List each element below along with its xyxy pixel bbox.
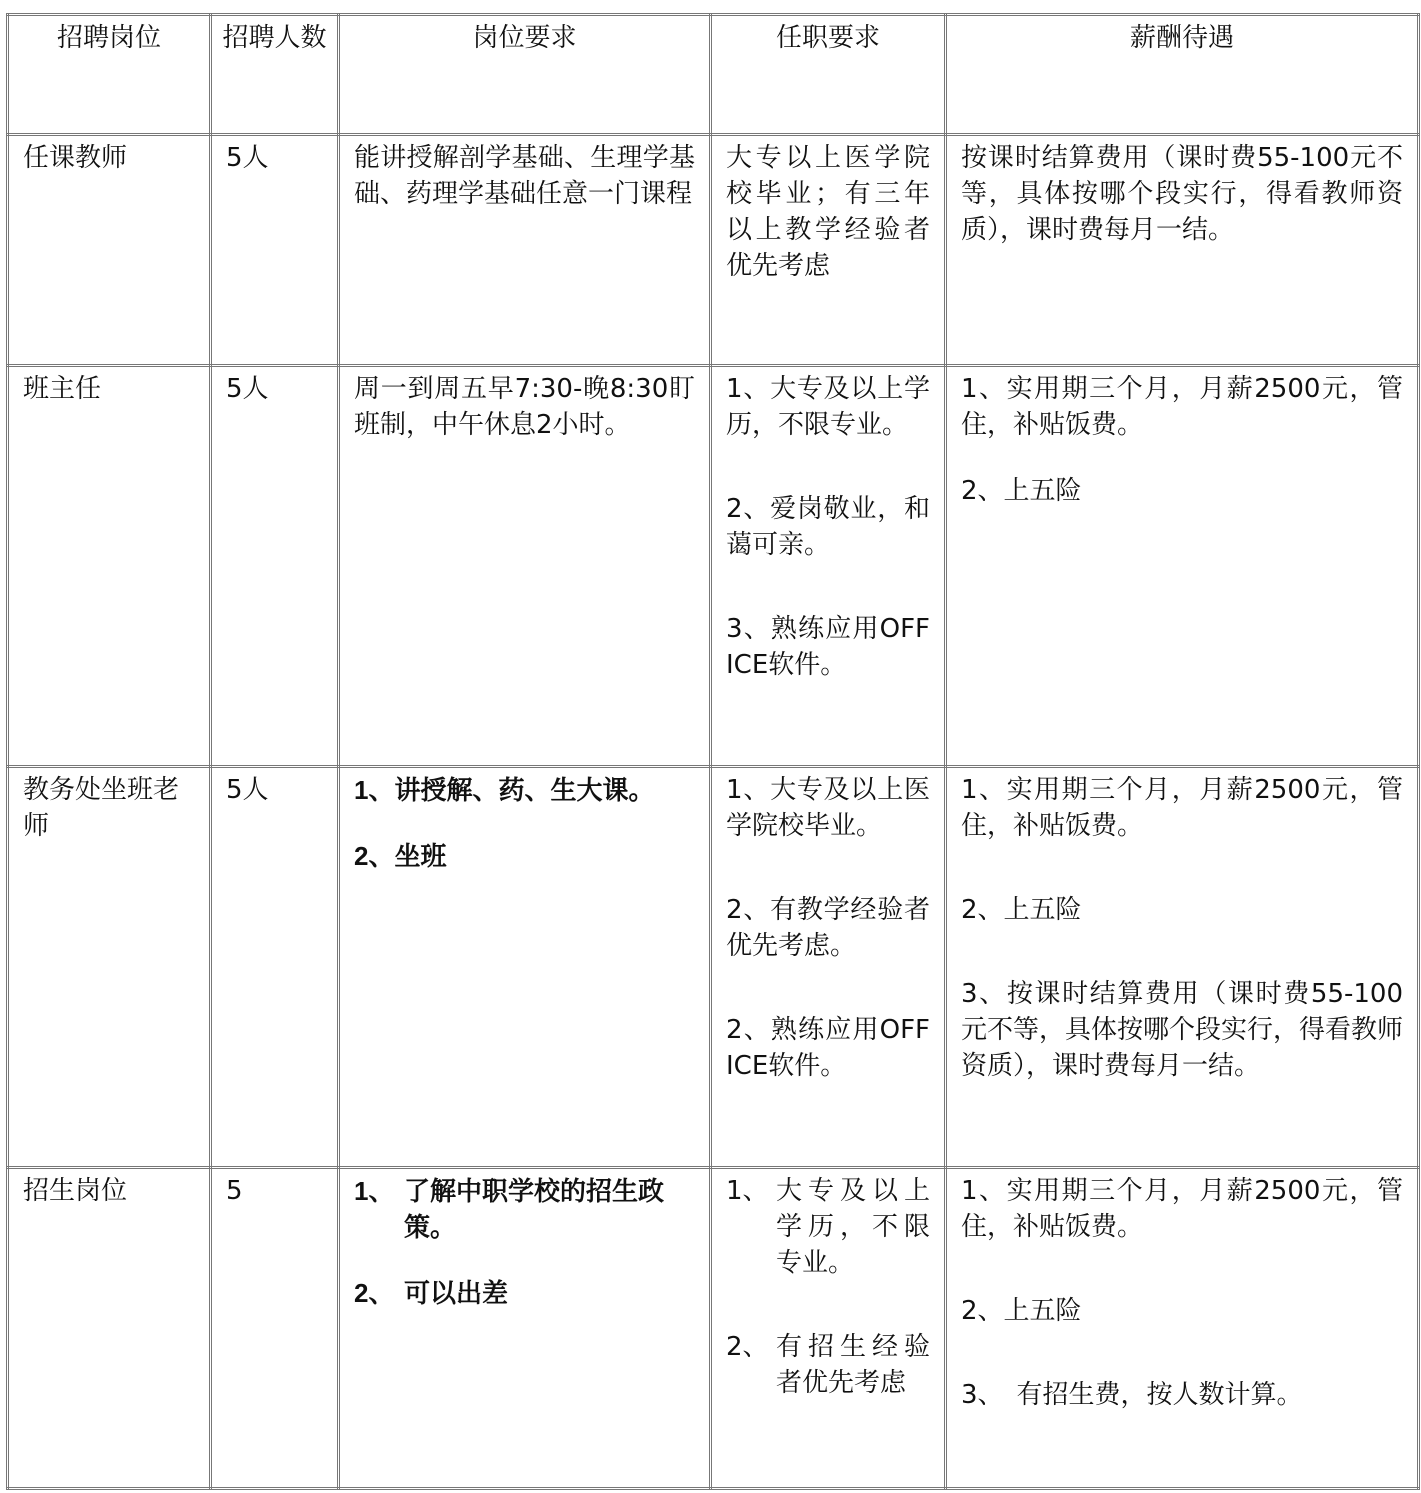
cell-job-req [339, 366, 711, 767]
salary-item: 2、上五险 [961, 476, 1082, 506]
cell-qual-req [711, 1168, 946, 1489]
salary-item: 3、 有招生费，按人数计算。 [961, 1380, 1303, 1410]
qual-req-text: 大专以上医学院校毕业；有三年以上教学经验者优先考虑 [726, 143, 930, 281]
qual-req-item: 3、熟练应用OFFICE软件。 [726, 614, 930, 680]
position-count: 5人 [226, 775, 269, 805]
item-number: 1、 [354, 1176, 395, 1206]
table-row [8, 767, 1419, 1168]
job-req-text: 能讲授解剖学基础、生理学基础、药理学基础任意一门课程 [354, 143, 695, 209]
item-number: 2、 [354, 1278, 395, 1308]
table-row [8, 135, 1419, 366]
header-position-label: 招聘岗位 [56, 23, 161, 53]
job-req-item: 1、讲授解、药、生大课。 [354, 775, 655, 805]
salary-text: 按课时结算费用（课时费55-100元不等，具体按哪个段实行，得看教师资质），课时费每月一结。 [961, 143, 1403, 245]
header-job-req [339, 15, 711, 135]
cell-salary [946, 135, 1419, 366]
item-number: 1、 [726, 1176, 769, 1206]
cell-count [211, 767, 339, 1168]
cell-job-req [339, 767, 711, 1168]
cell-salary [946, 767, 1419, 1168]
job-req-item [354, 1173, 695, 1245]
table-header-row [8, 15, 1419, 135]
cell-salary [946, 366, 1419, 767]
qual-req-item: 1、大专及以上医学院校毕业。 [726, 775, 930, 841]
header-qual-req [711, 15, 946, 135]
cell-position [8, 135, 211, 366]
header-salary [946, 15, 1419, 135]
salary-item: 3、按课时结算费用（课时费55-100元不等，具体按哪个段实行，得看教师资质），课时费每月一结。 [961, 979, 1404, 1081]
position-name: 任课教师 [23, 143, 128, 173]
position-name: 招生岗位 [23, 1176, 128, 1206]
cell-qual-req [711, 135, 946, 366]
header-count [211, 15, 339, 135]
qual-req-item: 2、熟练应用OFFICE软件。 [726, 1015, 930, 1081]
item-text: 了解中职学校的招生政策。 [404, 1176, 665, 1242]
cell-position [8, 1168, 211, 1489]
cell-job-req [339, 1168, 711, 1489]
item-text: 有招生经验者优先考虑 [776, 1332, 930, 1398]
qual-req-item: 2、有教学经验者优先考虑。 [726, 895, 930, 961]
job-req-item: 2、坐班 [354, 841, 447, 871]
header-count-label: 招聘人数 [222, 23, 327, 53]
cell-qual-req [711, 366, 946, 767]
item-text: 大专及以上学历，不限专业。 [776, 1176, 930, 1278]
salary-item: 1、实用期三个月，月薪2500元，管住，补贴饭费。 [961, 1176, 1403, 1242]
cell-count [211, 135, 339, 366]
header-position [8, 15, 211, 135]
cell-position [8, 767, 211, 1168]
salary-item: 2、上五险 [961, 895, 1082, 925]
item-number: 2、 [726, 1332, 769, 1362]
cell-count [211, 366, 339, 767]
cell-salary [946, 1168, 1419, 1489]
salary-item: 1、实用期三个月，月薪2500元，管住，补贴饭费。 [961, 374, 1403, 440]
recruitment-table [6, 13, 1420, 1490]
salary-item: 1、实用期三个月，月薪2500元，管住，补贴饭费。 [961, 775, 1403, 841]
header-qual-req-label: 任职要求 [775, 23, 880, 53]
job-req-text: 周一到周五早7:30-晚8:30盯班制，中午休息2小时。 [354, 374, 695, 440]
header-salary-label: 薪酬待遇 [1129, 23, 1234, 53]
cell-qual-req [711, 767, 946, 1168]
header-job-req-label: 岗位要求 [472, 23, 577, 53]
position-count: 5 [226, 1176, 243, 1206]
cell-position [8, 366, 211, 767]
job-req-item [354, 1275, 695, 1311]
qual-req-item: 2、爱岗敬业，和蔼可亲。 [726, 494, 930, 560]
cell-job-req [339, 135, 711, 366]
table-row [8, 366, 1419, 767]
table-row [8, 1168, 1419, 1489]
qual-req-item [726, 1173, 930, 1281]
position-count: 5人 [226, 143, 269, 173]
qual-req-item: 1、大专及以上学历，不限专业。 [726, 374, 930, 440]
item-text: 可以出差 [404, 1278, 509, 1308]
salary-item: 2、上五险 [961, 1296, 1082, 1326]
qual-req-item [726, 1329, 930, 1401]
position-name: 班主任 [23, 374, 102, 404]
position-count: 5人 [226, 374, 269, 404]
position-name: 教务处坐班老师 [23, 775, 180, 841]
cell-count [211, 1168, 339, 1489]
